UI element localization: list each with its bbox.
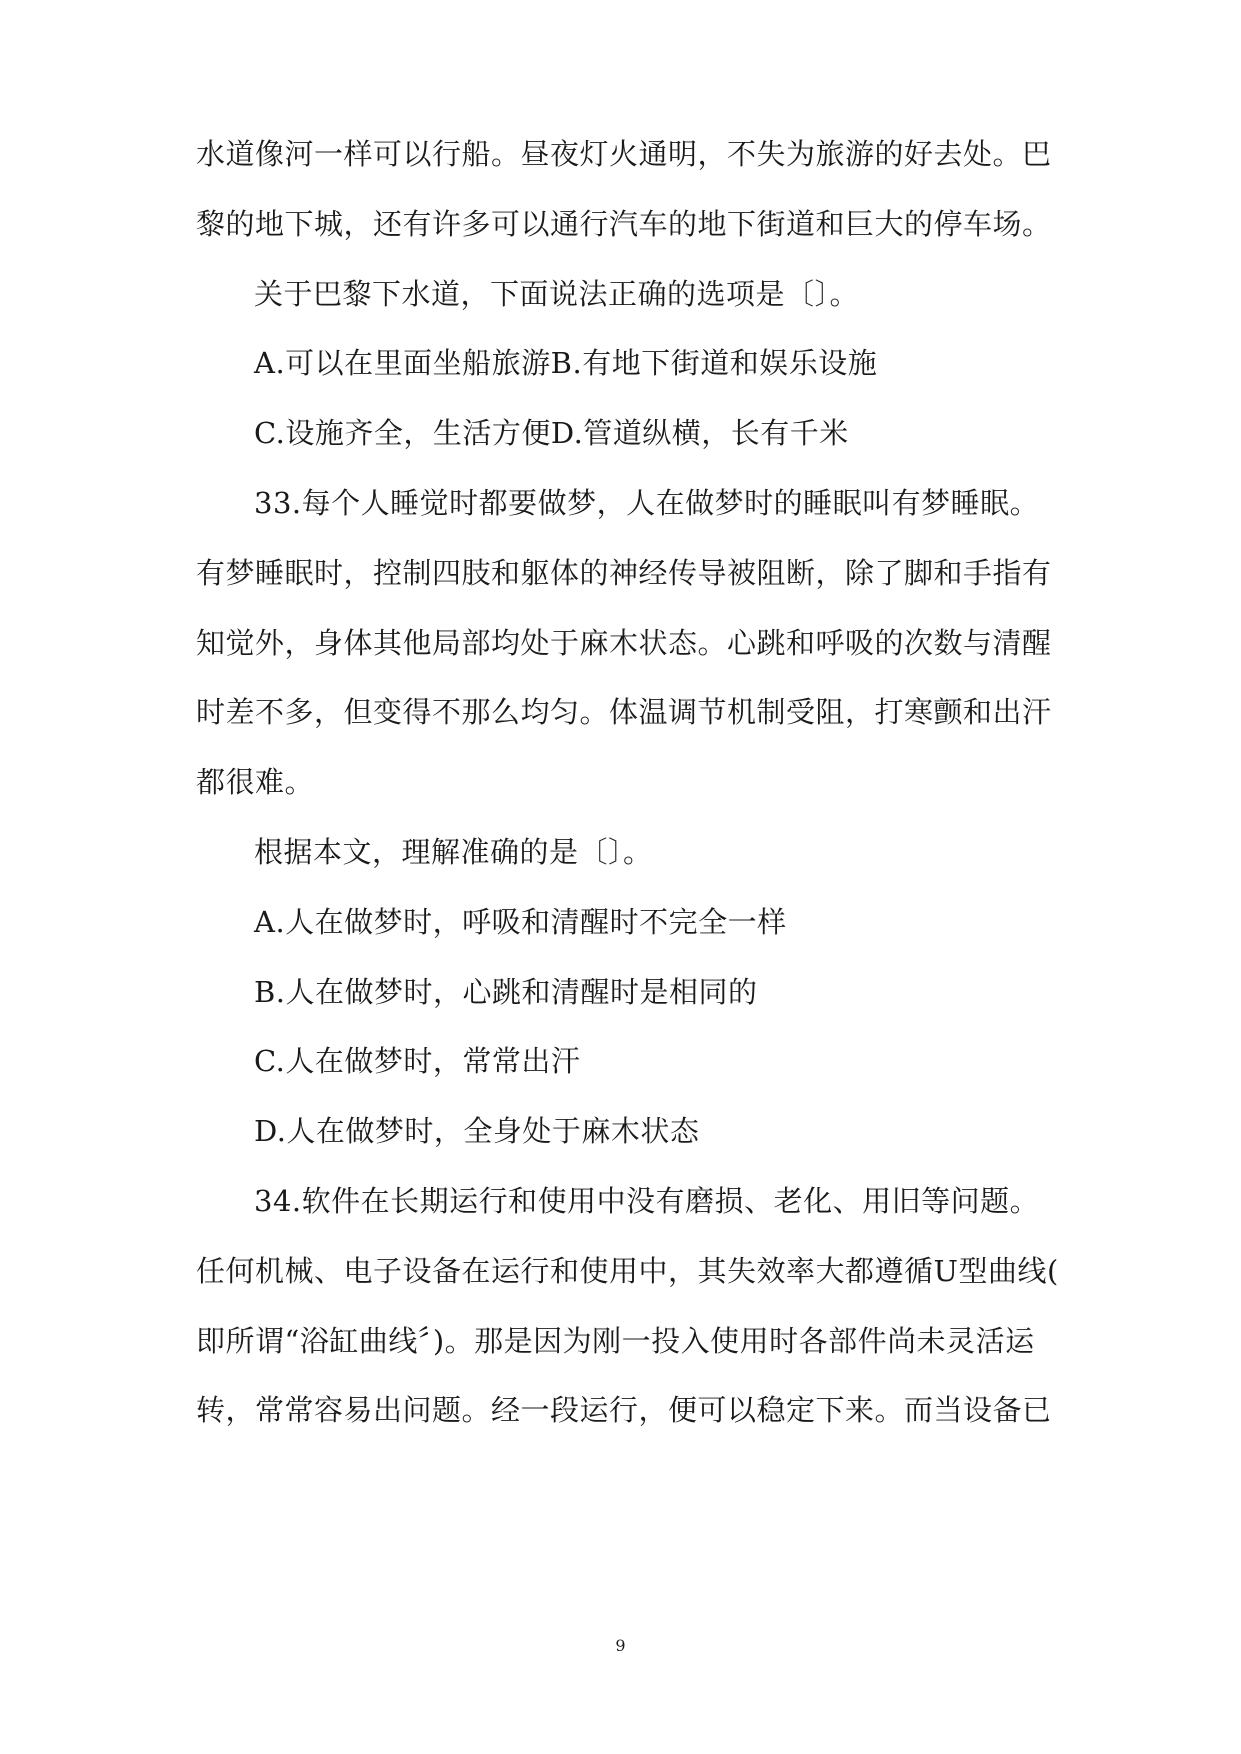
question-prompt: 根据本文，理解准确的是〔〕。: [254, 835, 653, 869]
paragraph-line: 知觉外，身体其他局部均处于麻木状态。心跳和呼吸的次数与清醒: [196, 626, 1052, 660]
question-heading: 34.软件在长期运行和使用中没有磨损、老化、用旧等问题。: [254, 1184, 1040, 1218]
question-prompt: 关于巴黎下水道，下面说法正确的选项是〔〕。: [254, 277, 860, 311]
answer-options: C.设施齐全，生活方便D.管道纵横，长有千米: [254, 416, 849, 450]
question-heading: 33.每个人睡觉时都要做梦，人在做梦时的睡眠叫有梦睡眠。: [254, 486, 1040, 520]
paragraph-line: 有梦睡眠时，控制四肢和躯体的神经传导被阻断，除了脚和手指有: [196, 556, 1052, 590]
page-number: 9: [615, 1636, 626, 1655]
answer-option: D.人在做梦时，全身处于麻木状态: [254, 1114, 700, 1148]
paragraph-line: 任何机械、电子设备在运行和使用中，其失效率大都遵循U型曲线(: [196, 1254, 1059, 1288]
paragraph-line: 时差不多，但变得不那么均匀。体温调节机制受阻，打寒颤和出汗: [196, 695, 1052, 729]
paragraph-line: 转，常常容易出问题。经一段运行，便可以稳定下来。而当设备已: [196, 1393, 1052, 1427]
paragraph-line: 都很难。: [196, 765, 315, 799]
paragraph-line: 即所谓“浴缸曲线〞)。那是因为刚一投入使用时各部件尚未灵活运: [196, 1324, 1035, 1358]
answer-options: A.可以在里面坐船旅游B.有地下街道和娱乐设施: [254, 346, 878, 380]
paragraph-line: 黎的地下城，还有许多可以通行汽车的地下街道和巨大的停车场。: [196, 207, 1052, 241]
answer-option: B.人在做梦时，心跳和清醒时是相同的: [254, 975, 758, 1009]
answer-option: A.人在做梦时，呼吸和清醒时不完全一样: [254, 905, 787, 939]
paragraph-line: 水道像河一样可以行船。昼夜灯火通明，不失为旅游的好去处。巴: [196, 137, 1052, 171]
answer-option: C.人在做梦时，常常出汗: [254, 1044, 581, 1078]
